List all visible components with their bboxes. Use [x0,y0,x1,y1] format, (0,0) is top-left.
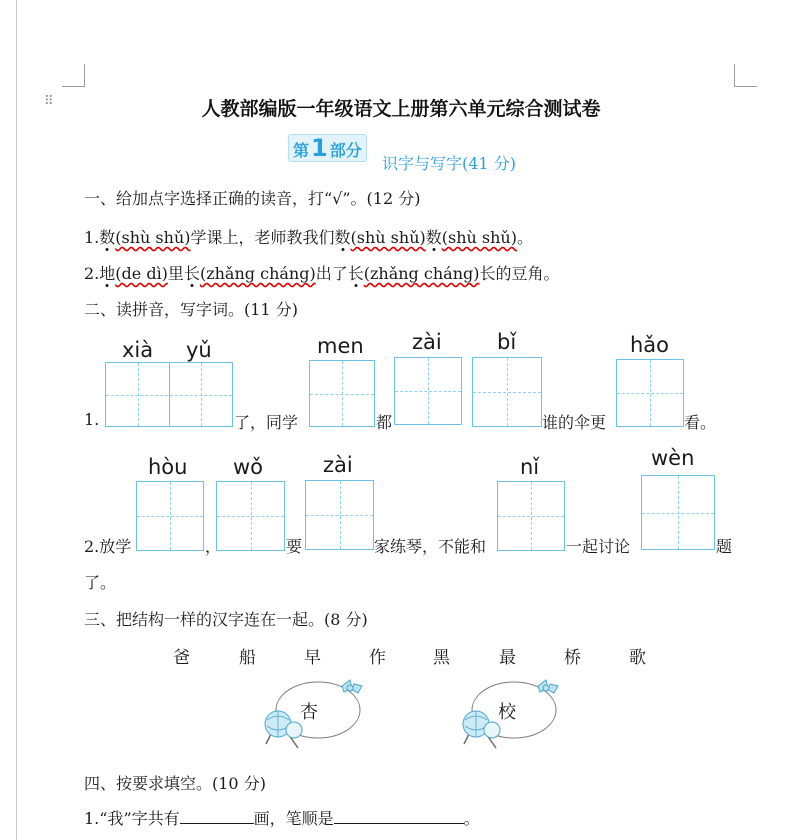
match-char[interactable]: 船 [239,648,256,668]
match-char[interactable]: 桥 [564,648,581,668]
q1-line2-text: 出了 [315,264,348,283]
pinyin-label: zài [412,330,442,354]
pinyin-label: nǐ [520,455,540,479]
pinyin-options: (de dì) [115,264,168,283]
candy-char: 杏 [300,702,318,723]
q4-line1-text: 1.“我”字共有 [84,809,180,828]
q4-heading: 四、按要求填空。(10 分) [84,774,266,793]
candy-char: 校 [498,702,516,723]
writing-grid[interactable] [616,359,684,427]
pinyin-label: yǔ [186,338,212,362]
writing-grid[interactable] [472,357,542,427]
q4-line1-end: 。 [463,809,480,828]
candy-target[interactable] [456,676,566,756]
q2-row2-text: 题 [716,537,733,556]
q1-line1 [84,225,533,248]
part-suffix: 部分 [329,141,362,160]
writing-grid[interactable] [394,357,462,425]
writing-grid[interactable] [309,360,375,427]
match-char[interactable]: 歌 [629,648,646,668]
candy-target[interactable] [258,676,368,756]
pinyin-label: wǒ [233,455,264,479]
match-char[interactable]: 黑 [433,648,450,668]
q2-row2-text: 要 [286,537,303,556]
q2-row1-text: 了，同学 [234,413,299,432]
q1-line1-end: 。 [516,228,533,247]
dotted-char: 数 [99,225,115,248]
q1-line1-text: 学课上，老师教我们 [190,228,335,247]
q2-row2-text: 家练琴，不能和 [374,537,487,556]
page-left-edge [16,0,17,840]
fill-blank[interactable] [180,807,254,824]
pinyin-label: wèn [651,446,695,470]
writing-grid[interactable] [136,481,204,551]
match-char[interactable]: 早 [304,648,321,668]
pinyin-label: men [317,334,364,358]
q2-row2-text: ， [205,537,222,556]
writing-grid[interactable] [216,481,285,551]
q2-row1-text: 都 [376,413,393,432]
writing-grid[interactable] [497,481,565,551]
dotted-char: 长 [184,261,200,284]
q1-line2-end: 长的豆角。 [479,264,560,283]
q1-heading: 一、给加点字选择正确的读音，打“√”。(12 分) [84,189,421,208]
q2-row2-continued: 了。 [84,573,117,592]
q1-line2 [84,261,560,284]
dotted-char: 数 [426,225,442,248]
part-prefix: 第 [293,141,310,160]
pinyin-label: hǎo [630,333,670,357]
crop-mark-top-right [734,64,757,87]
q1-line2-text: 里 [167,264,184,283]
q4-line1-text: 画，笔顺是 [253,809,334,828]
writing-grid[interactable] [305,480,374,550]
q2-row2-text: 一起讨论 [566,537,631,556]
pinyin-label: hòu [148,455,188,479]
match-char[interactable]: 最 [499,648,516,668]
pinyin-options: (zhǎng cháng) [363,264,480,283]
pinyin-label: bǐ [497,330,517,354]
fill-blank[interactable] [334,807,464,824]
part-subtitle: 识字与写字(41 分) [382,154,516,173]
part-number: 1 [311,134,328,162]
pinyin-options: (shù shǔ) [115,228,191,247]
crop-mark-top-left [62,64,85,87]
q4-line1 [84,806,480,829]
document-title: 人教部编版一年级语文上册第六单元综合测试卷 [201,98,601,120]
q2-row1-number: 1. [84,410,100,429]
q2-heading: 二、读拼音，写字词。(11 分) [84,300,298,319]
dotted-char: 长 [348,261,364,284]
q2-row1-text: 看。 [684,413,717,432]
pinyin-options: (shù shǔ) [350,228,426,247]
part-badge [288,134,367,162]
q3-heading: 三、把结构一样的汉字连在一起。(8 分) [84,610,368,629]
q1-line1-number: 1. [84,228,100,247]
match-char[interactable]: 作 [369,648,386,668]
dotted-char: 数 [335,225,351,248]
q2-row1-text: 谁的伞更 [542,413,607,432]
q2-row2-number: 2.放学 [84,537,132,556]
pinyin-label: xià [122,338,154,362]
drag-handle-icon[interactable]: ⠿ [44,94,53,109]
writing-grid[interactable] [641,475,715,550]
match-char[interactable]: 爸 [173,648,190,668]
pinyin-label: zài [323,453,353,477]
pinyin-options: (shù shǔ) [441,228,517,247]
writing-grid-double[interactable] [105,362,233,427]
q1-line2-number: 2. [84,264,100,283]
pinyin-options: (zhǎng cháng) [199,264,316,283]
dotted-char: 地 [99,261,115,284]
